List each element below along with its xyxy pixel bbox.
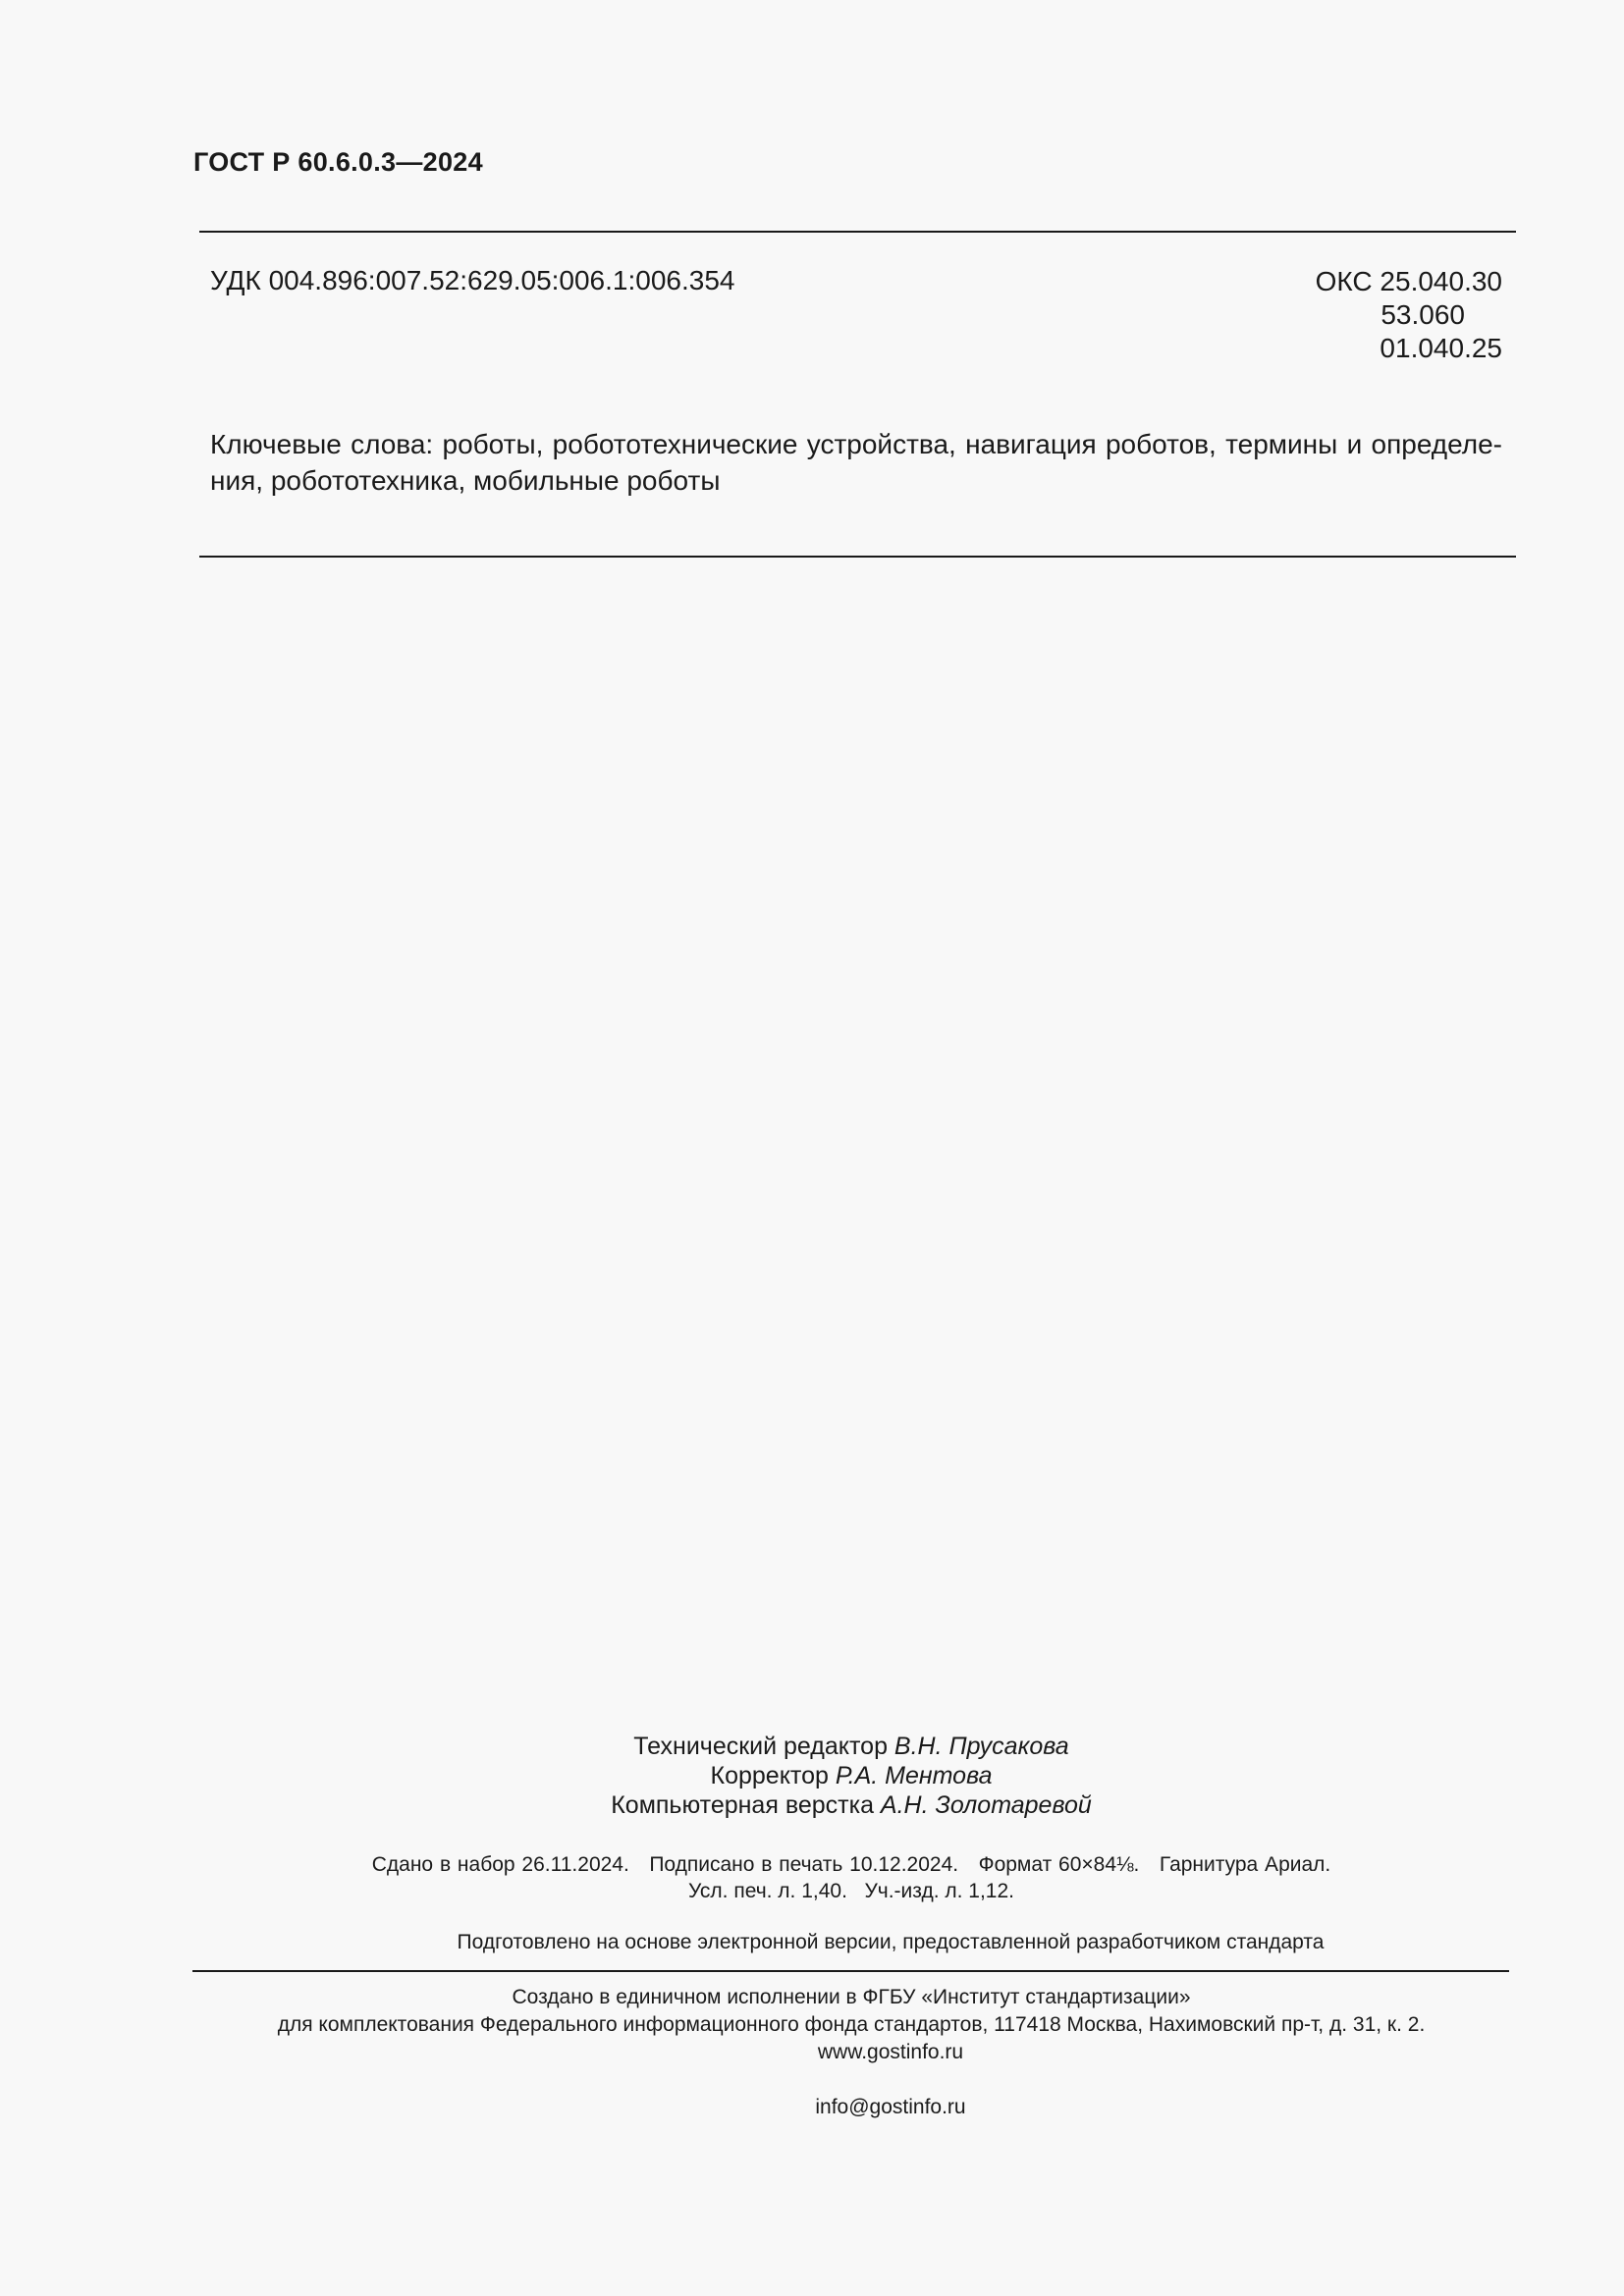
footer-contacts [79, 2039, 1624, 2121]
oks-line-1: ОКС 25.040.30 [1315, 266, 1502, 296]
tech-editor-line [79, 1732, 1624, 1761]
tech-editor-label: Технический редактор [633, 1733, 894, 1760]
footer-divider [192, 1970, 1509, 1972]
corrector-name: Р.А. Ментова [835, 1762, 993, 1789]
corrector-line [79, 1761, 1624, 1790]
footer-line-2: для комплектования Федерального информационного фонда стандартов, 117418 Москва, Нахимовский пр-т, д. 31, к. 2. [277, 2013, 1426, 2036]
email-link[interactable]: info@gostinfo.ru [815, 2096, 966, 2118]
footer-line-1: Создано в единичном исполнении в ФГБУ «Институт стандартизации» [512, 1986, 1191, 2008]
website-link[interactable]: www.gostinfo.ru [817, 2041, 964, 2063]
oks-codes [1316, 265, 1502, 365]
editors-block [0, 1732, 1624, 1820]
layout-label: Компьютерная верстка [611, 1791, 881, 1819]
layout-line [79, 1790, 1624, 1820]
oks-line-3: 01.040.25 [1380, 333, 1502, 363]
top-divider [199, 231, 1516, 233]
keywords-divider [199, 556, 1516, 558]
document-code: ГОСТ Р 60.6.0.3—2024 [193, 147, 483, 177]
print-info-line-2: Усл. печ. л. 1,40. Уч.-изд. л. 1,12. [687, 1880, 1014, 1902]
oks-line-2: 53.060 [1380, 299, 1465, 330]
udk-code: УДК 004.896:007.52:629.05:006.1:006.354 [210, 265, 735, 295]
layout-name: А.Н. Золотаревой [880, 1791, 1092, 1819]
corrector-label: Корректор [710, 1762, 836, 1789]
prepared-note: Подготовлено на основе электронной версии, предоставленной разработчиком стандарта [457, 1931, 1325, 1953]
print-info-line-1: Сдано в набор 26.11.2024. Подписано в печать 10.12.2024. Формат 60×84⅛. Гарнитура Ариал. [371, 1853, 1331, 1876]
publisher-footer [0, 1984, 1624, 2121]
keywords-paragraph: Ключевые слова: роботы, робототехнические устройства, навигация роботов, термины и определе-ния, робототехника, мобильные роботы [210, 429, 1502, 496]
print-info [0, 1851, 1624, 1904]
tech-editor-name: В.Н. Прусакова [893, 1733, 1069, 1760]
